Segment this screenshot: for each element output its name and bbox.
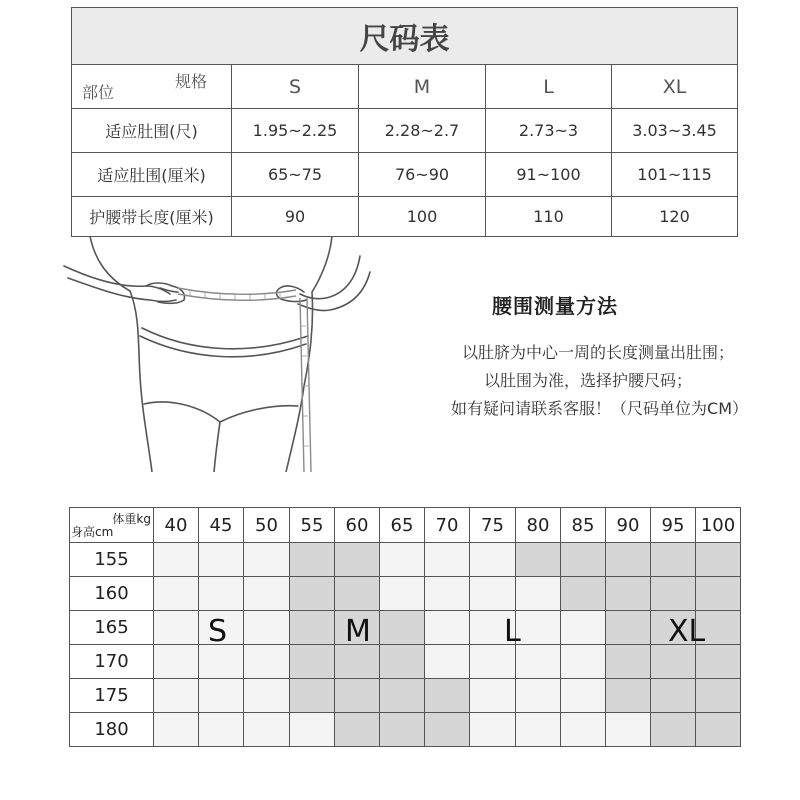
corner-spec-label: 规格 bbox=[174, 72, 207, 91]
grid-cell bbox=[606, 645, 651, 679]
right-hand bbox=[277, 286, 306, 302]
height-row bbox=[70, 577, 741, 611]
grid-cell bbox=[154, 577, 199, 611]
grid-cell bbox=[380, 679, 425, 713]
weight-header: 80 bbox=[516, 508, 561, 543]
grid-cell bbox=[425, 713, 470, 747]
grid-cell bbox=[154, 713, 199, 747]
table-corner bbox=[72, 65, 232, 109]
grid-cell bbox=[244, 645, 290, 679]
grid-cell bbox=[199, 679, 244, 713]
grid-cell bbox=[470, 713, 516, 747]
measuring-tape bbox=[178, 288, 311, 472]
table-cell: 3.03~3.45 bbox=[612, 109, 738, 153]
grid-cell bbox=[290, 679, 335, 713]
weight-header: 90 bbox=[606, 508, 651, 543]
grid-cell bbox=[425, 679, 470, 713]
grid-cell bbox=[516, 611, 561, 645]
height-label: 155 bbox=[70, 543, 154, 577]
grid-cell bbox=[335, 577, 380, 611]
grid-cell bbox=[244, 543, 290, 577]
table-cell: 1.95~2.25 bbox=[232, 109, 359, 153]
grid-cell bbox=[470, 679, 516, 713]
grid-cell bbox=[561, 577, 606, 611]
table-row bbox=[72, 197, 738, 237]
table-row bbox=[72, 153, 738, 197]
table-cell: 100 bbox=[359, 197, 486, 237]
height-row bbox=[70, 543, 741, 577]
height-label: 160 bbox=[70, 577, 154, 611]
grid-cell bbox=[470, 577, 516, 611]
grid-cell bbox=[199, 713, 244, 747]
grid-cell bbox=[696, 577, 741, 611]
grid-cell bbox=[290, 713, 335, 747]
grid-cell bbox=[561, 611, 606, 645]
grid-cell bbox=[380, 543, 425, 577]
grid-cell bbox=[516, 713, 561, 747]
weight-header: 95 bbox=[651, 508, 696, 543]
grid-cell bbox=[425, 577, 470, 611]
height-unit-label: 身高cm bbox=[71, 525, 114, 539]
method-line: 如有疑问请联系客服！（尺码单位为CM） bbox=[451, 399, 748, 418]
row-label: 适应肚围(尺) bbox=[72, 109, 232, 153]
body-outline-right bbox=[286, 236, 332, 472]
table-cell: 76~90 bbox=[359, 153, 486, 197]
table-cell: 91~100 bbox=[486, 153, 612, 197]
grid-cell bbox=[516, 543, 561, 577]
grid-cell bbox=[154, 543, 199, 577]
size-header-l: L bbox=[486, 65, 612, 109]
grid-cell bbox=[335, 713, 380, 747]
height-row bbox=[70, 645, 741, 679]
grid-cell bbox=[696, 713, 741, 747]
grid-cell bbox=[380, 577, 425, 611]
height-label: 175 bbox=[70, 679, 154, 713]
weight-header: 100 bbox=[696, 508, 741, 543]
grid-cell bbox=[651, 645, 696, 679]
height-label: 180 bbox=[70, 713, 154, 747]
grid-cell bbox=[606, 577, 651, 611]
briefs-waistband bbox=[142, 328, 308, 349]
method-line: 以肚围为准，选择护腰尺码； bbox=[483, 371, 692, 390]
size-zone-l: L bbox=[504, 614, 521, 649]
grid-cell bbox=[199, 577, 244, 611]
table-cell: 2.28~2.7 bbox=[359, 109, 486, 153]
method-line: 以肚脐为中心一周的长度测量出肚围； bbox=[461, 343, 734, 362]
size-zone-s: S bbox=[208, 614, 228, 649]
briefs-left-leg bbox=[144, 402, 220, 422]
table-cell: 110 bbox=[486, 197, 612, 237]
weight-header: 45 bbox=[199, 508, 244, 543]
size-table-title: 尺码表 bbox=[72, 8, 738, 65]
right-arm bbox=[300, 256, 360, 299]
grid-cell bbox=[516, 679, 561, 713]
grid-cell bbox=[651, 543, 696, 577]
grid-cell bbox=[244, 679, 290, 713]
grid-cell bbox=[244, 713, 290, 747]
waist-measurement-illustration bbox=[60, 236, 380, 472]
weight-header: 40 bbox=[154, 508, 199, 543]
grid-cell bbox=[290, 611, 335, 645]
grid-cell bbox=[290, 577, 335, 611]
grid-cell bbox=[425, 543, 470, 577]
height-row bbox=[70, 611, 741, 645]
weight-header: 60 bbox=[335, 508, 380, 543]
grid-cell bbox=[516, 645, 561, 679]
row-label: 适应肚围(厘米) bbox=[72, 153, 232, 197]
weight-header: 50 bbox=[244, 508, 290, 543]
weight-unit-label: 体重kg bbox=[112, 512, 151, 526]
grid-cell bbox=[380, 645, 425, 679]
row-label: 护腰带长度(厘米) bbox=[72, 197, 232, 237]
grid-cell bbox=[606, 543, 651, 577]
height-label: 170 bbox=[70, 645, 154, 679]
weight-header: 65 bbox=[380, 508, 425, 543]
height-row bbox=[70, 713, 741, 747]
table-cell: 120 bbox=[612, 197, 738, 237]
grid-cell bbox=[696, 543, 741, 577]
grid-cell bbox=[199, 543, 244, 577]
weight-header: 85 bbox=[561, 508, 606, 543]
grid-cell bbox=[561, 543, 606, 577]
grid-cell bbox=[335, 645, 380, 679]
grid-cell bbox=[154, 679, 199, 713]
weight-header: 75 bbox=[470, 508, 516, 543]
grid-cell bbox=[470, 645, 516, 679]
size-table bbox=[71, 7, 738, 237]
weight-header: 70 bbox=[425, 508, 470, 543]
size-header-xl: XL bbox=[612, 65, 738, 109]
grid-cell bbox=[696, 679, 741, 713]
weight-height-chart bbox=[69, 507, 741, 747]
measurement-method-title: 腰围测量方法 bbox=[492, 294, 618, 318]
corner-part-label: 部位 bbox=[82, 83, 115, 102]
table-cell: 101~115 bbox=[612, 153, 738, 197]
grid-cell bbox=[154, 611, 199, 645]
grid-cell bbox=[606, 713, 651, 747]
grid-cell bbox=[606, 679, 651, 713]
size-header-m: M bbox=[359, 65, 486, 109]
grid-cell bbox=[561, 679, 606, 713]
grid-cell bbox=[561, 645, 606, 679]
table-cell: 65~75 bbox=[232, 153, 359, 197]
grid-cell bbox=[154, 645, 199, 679]
table-cell: 2.73~3 bbox=[486, 109, 612, 153]
chart-corner bbox=[70, 508, 154, 543]
grid-cell bbox=[561, 713, 606, 747]
grid-cell bbox=[244, 611, 290, 645]
grid-cell bbox=[696, 645, 741, 679]
weight-header: 55 bbox=[290, 508, 335, 543]
grid-cell bbox=[335, 679, 380, 713]
size-zone-xl: XL bbox=[668, 614, 706, 649]
briefs-right-leg bbox=[220, 406, 298, 422]
grid-cell bbox=[651, 713, 696, 747]
body-outline-left bbox=[90, 236, 152, 472]
grid-cell bbox=[290, 645, 335, 679]
grid-cell bbox=[651, 679, 696, 713]
weight-header-row bbox=[70, 508, 741, 543]
height-label: 165 bbox=[70, 611, 154, 645]
grid-cell bbox=[199, 645, 244, 679]
left-arm bbox=[64, 266, 170, 294]
grid-cell bbox=[606, 611, 651, 645]
grid-cell bbox=[244, 577, 290, 611]
grid-cell bbox=[380, 713, 425, 747]
size-header-s: S bbox=[232, 65, 359, 109]
grid-cell bbox=[470, 543, 516, 577]
grid-cell bbox=[425, 645, 470, 679]
grid-cell bbox=[290, 543, 335, 577]
table-row bbox=[72, 109, 738, 153]
grid-cell bbox=[516, 577, 561, 611]
table-cell: 90 bbox=[232, 197, 359, 237]
grid-cell bbox=[335, 543, 380, 577]
grid-cell bbox=[651, 577, 696, 611]
grid-cell bbox=[425, 611, 470, 645]
size-zone-m: M bbox=[345, 614, 371, 649]
height-row bbox=[70, 679, 741, 713]
grid-cell bbox=[380, 611, 425, 645]
